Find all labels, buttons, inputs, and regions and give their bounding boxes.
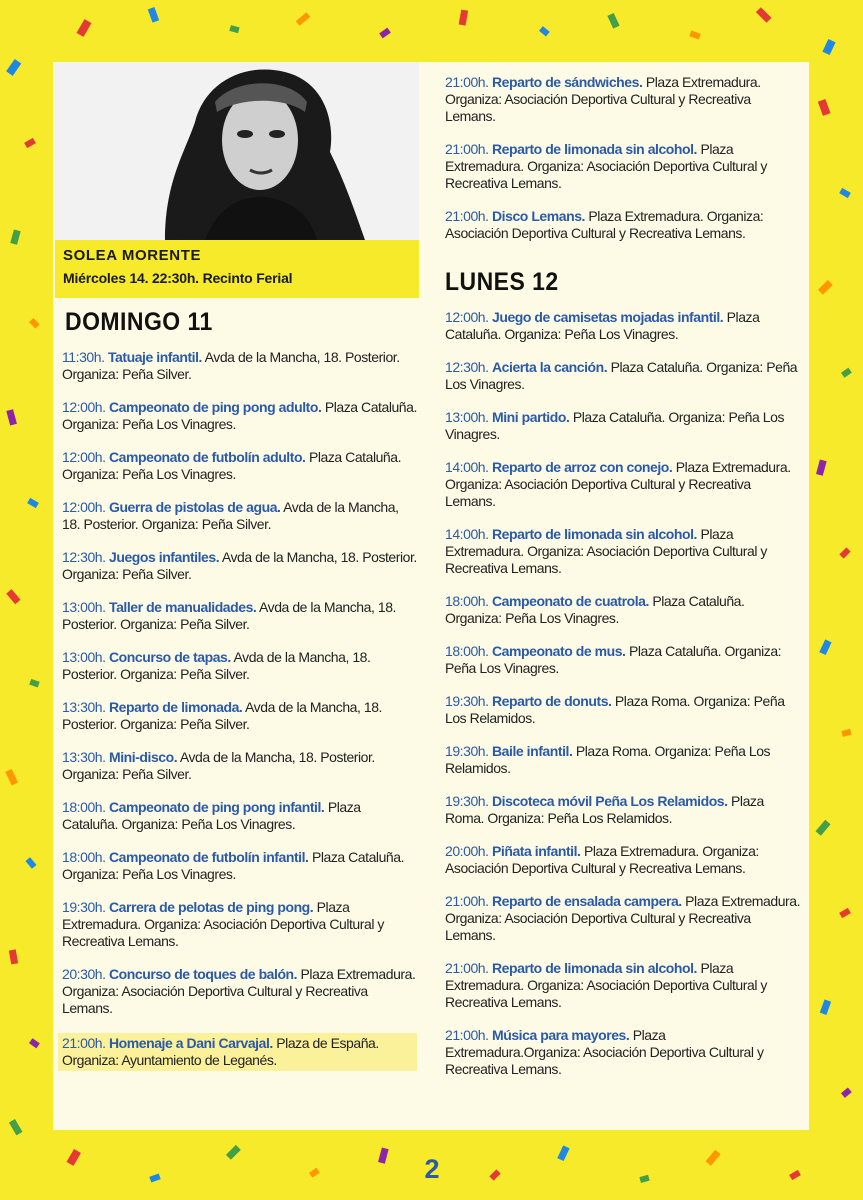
event-details: Plaza Extremadura. Organiza: Asociación Deportiva Cultural y Recreativa Lemans. [445, 893, 801, 943]
page-number: 2 [424, 1154, 440, 1184]
event-time: 18:00h. [445, 643, 489, 659]
event-item [445, 693, 803, 727]
event-name: Acierta la canción. [492, 359, 608, 375]
event-details: Plaza Extremadura. Organiza: Asociación Deportiva Cultural y Recreativa Lemans. [445, 141, 767, 191]
right-column [445, 74, 803, 1094]
event-time: 12:00h. [62, 399, 106, 415]
event-name: Piñata infantil. [492, 843, 581, 859]
event-time: 13:00h. [445, 409, 489, 425]
event-item [62, 799, 417, 833]
event-time: 21:00h. [62, 1035, 106, 1051]
event-time: 14:00h. [445, 459, 489, 475]
event-time: 12:30h. [62, 549, 106, 565]
event-item [445, 743, 803, 777]
event-details: Plaza Roma. Organiza: Peña Los Relamidos. [445, 793, 764, 826]
event-time: 19:30h. [445, 743, 489, 759]
event-name: Campeonato de ping pong adulto. [109, 399, 322, 415]
event-item [62, 549, 417, 583]
event-time: 13:00h. [62, 599, 106, 615]
event-name: Homenaje a Dani Carvajal. [109, 1035, 273, 1051]
event-time: 12:00h. [62, 449, 106, 465]
event-time: 20:30h. [62, 966, 106, 982]
event-details: Plaza Extremadura. Organiza: Asociación Deportiva Cultural y Recreativa Lemans. [445, 208, 764, 241]
event-name: Baile infantil. [492, 743, 573, 759]
event-name: Reparto de limonada sin alcohol. [492, 526, 697, 542]
event-details: Plaza Extremadura. Organiza: Asociación Deportiva Cultural y Recreativa Lemans. [62, 899, 384, 949]
day-title: LUNES 12 [445, 268, 559, 296]
event-time: 21:00h. [445, 1027, 489, 1043]
event-details: Plaza Cataluña. Organiza: Peña Los Vinagres. [445, 359, 798, 392]
event-name: Reparto de sándwiches. [492, 74, 643, 90]
event-item [445, 141, 803, 192]
event-name: Campeonato de futbolín infantil. [109, 849, 309, 865]
event-time: 21:00h. [445, 893, 489, 909]
event-item [445, 643, 803, 677]
event-time: 12:30h. [445, 359, 489, 375]
event-item [62, 499, 417, 533]
event-item [445, 459, 803, 510]
event-details: Plaza Extremadura.Organiza: Asociación Deportiva Cultural y Recreativa Lemans. [445, 1027, 764, 1077]
event-details: Plaza Cataluña. Organiza: Peña Los Vinagres. [62, 399, 417, 432]
event-details: Plaza Extremadura. Organiza: Asociación Deportiva Cultural y Recreativa Lemans. [445, 526, 767, 576]
event-item [62, 699, 417, 733]
event-item [62, 349, 417, 383]
event-time: 19:30h. [62, 899, 106, 915]
event-details: Avda de la Mancha, 18. Posterior. Organiza: Peña Silver. [62, 499, 399, 532]
event-name: Discoteca móvil Peña Los Relamidos. [492, 793, 728, 809]
event-name: Tatuaje infantil. [107, 349, 202, 365]
event-time: 19:30h. [445, 693, 489, 709]
event-details: Plaza Extremadura. Organiza: Asociación Deportiva Cultural y Recreativa Lemans. [445, 960, 767, 1010]
event-details: Plaza Extremadura. Organiza: Asociación Deportiva Cultural y Recreativa Lemans. [62, 966, 416, 1016]
event-name: Reparto de limonada sin alcohol. [492, 141, 697, 157]
event-item [445, 593, 803, 627]
event-time: 21:00h. [445, 141, 489, 157]
event-name: Campeonato de ping pong infantil. [109, 799, 325, 815]
event-item [445, 793, 803, 827]
event-item-highlighted [58, 1033, 417, 1071]
event-time: 13:30h. [62, 749, 106, 765]
event-details: Plaza Cataluña. Organiza: Peña Los Vinagres. [62, 449, 402, 482]
day-title: DOMINGO 11 [65, 308, 213, 336]
event-name: Taller de manualidades. [109, 599, 257, 615]
event-item [62, 399, 417, 433]
event-item [62, 899, 417, 950]
event-time: 21:00h. [445, 208, 489, 224]
event-item [445, 359, 803, 393]
event-name: Mini-disco. [109, 749, 178, 765]
event-details: Avda de la Mancha, 18. Posterior. Organiza: Peña Silver. [62, 649, 371, 682]
event-name: Concurso de toques de balón. [109, 966, 298, 982]
event-details: Plaza Roma. Organiza: Peña Los Relamidos. [445, 693, 785, 726]
day-monday [445, 268, 803, 1078]
event-name: Reparto de limonada sin alcohol. [492, 960, 697, 976]
event-item [62, 449, 417, 483]
event-name: Carrera de pelotas de ping pong. [109, 899, 314, 915]
event-name: Juegos infantiles. [109, 549, 220, 565]
event-time: 18:00h. [62, 799, 106, 815]
event-time: 13:00h. [62, 649, 106, 665]
event-details: Avda de la Mancha, 18. Posterior. Organiza: Peña Silver. [62, 599, 396, 632]
event-item [445, 960, 803, 1011]
event-name: Reparto de limonada. [109, 699, 243, 715]
event-time: 14:00h. [445, 526, 489, 542]
event-time: 18:00h. [62, 849, 106, 865]
event-name: Concurso de tapas. [109, 649, 231, 665]
event-name: Reparto de donuts. [492, 693, 612, 709]
event-time: 11:30h. [62, 349, 105, 365]
event-item [62, 966, 417, 1017]
event-time: 18:00h. [445, 593, 489, 609]
event-time: 19:30h. [445, 793, 489, 809]
event-details: Plaza Cataluña. Organiza: Peña Los Vinagres. [62, 799, 361, 832]
event-details: Plaza Cataluña. Organiza: Peña Los Vinagres. [445, 593, 745, 626]
event-item [62, 749, 417, 783]
featured-date: Miércoles 14. 22:30h. Recinto Ferial [63, 270, 293, 286]
event-time: 21:00h. [445, 960, 489, 976]
event-details: Plaza Roma. Organiza: Peña Los Relamidos. [445, 743, 771, 776]
event-item [445, 208, 803, 242]
featured-artist-name: SOLEA MORENTE [63, 247, 202, 264]
event-item [62, 599, 417, 633]
event-name: Campeonato de cuatrola. [492, 593, 649, 609]
featured-caption [55, 240, 419, 298]
day-sunday [62, 308, 417, 1089]
event-name: Juego de camisetas mojadas infantil. [492, 309, 724, 325]
event-name: Reparto de ensalada campera. [492, 893, 682, 909]
event-item [445, 893, 803, 944]
event-name: Guerra de pistolas de agua. [109, 499, 281, 515]
event-details: Plaza Extremadura. Organiza: Asociación Deportiva Cultural y Recreativa Lemans. [445, 843, 759, 876]
event-details: Plaza Cataluña. Organiza: Peña Los Vinagres. [445, 309, 760, 342]
event-name: Campeonato de futbolín adulto. [109, 449, 306, 465]
event-details: Plaza Cataluña. Organiza: Peña Los Vinagres. [62, 849, 405, 882]
event-time: 20:00h. [445, 843, 489, 859]
event-details: Avda de la Mancha, 18. Posterior. Organiza: Peña Silver. [62, 349, 400, 382]
event-details: Plaza Extremadura. Organiza: Asociación Deportiva Cultural y Recreativa Lemans. [445, 74, 761, 124]
event-details: Avda de la Mancha, 18. Posterior. Organiza: Peña Silver. [62, 699, 382, 732]
event-item [445, 409, 803, 443]
event-details: Plaza Cataluña. Organiza: Peña Los Vinagres. [445, 643, 782, 676]
event-details: Plaza Cataluña. Organiza: Peña Los Vinagres. [445, 409, 785, 442]
event-item [445, 843, 803, 877]
event-item [62, 849, 417, 883]
event-details: Avda de la Mancha, 18. Posterior. Organiza: Peña Silver. [62, 749, 375, 782]
event-item [445, 74, 803, 125]
event-details: Plaza Extremadura. Organiza: Asociación Deportiva Cultural y Recreativa Lemans. [445, 459, 791, 509]
event-time: 13:30h. [62, 699, 106, 715]
event-name: Campeonato de mus. [492, 643, 626, 659]
event-time: 12:00h. [445, 309, 489, 325]
event-name: Reparto de arroz con conejo. [492, 459, 673, 475]
event-item [445, 526, 803, 577]
artist-photo [55, 62, 419, 240]
event-name: Mini partido. [492, 409, 570, 425]
event-details: Avda de la Mancha, 18. Posterior. Organiza: Peña Silver. [62, 549, 417, 582]
portrait-image [55, 62, 419, 240]
event-details: Plaza de España. Organiza: Ayuntamiento de Leganés. [62, 1035, 379, 1068]
event-time: 12:00h. [62, 499, 106, 515]
event-item [62, 649, 417, 683]
event-time: 21:00h. [445, 74, 489, 90]
event-name: Música para mayores. [492, 1027, 630, 1043]
event-name: Disco Lemans. [492, 208, 585, 224]
event-item [445, 1027, 803, 1078]
event-item [445, 309, 803, 343]
